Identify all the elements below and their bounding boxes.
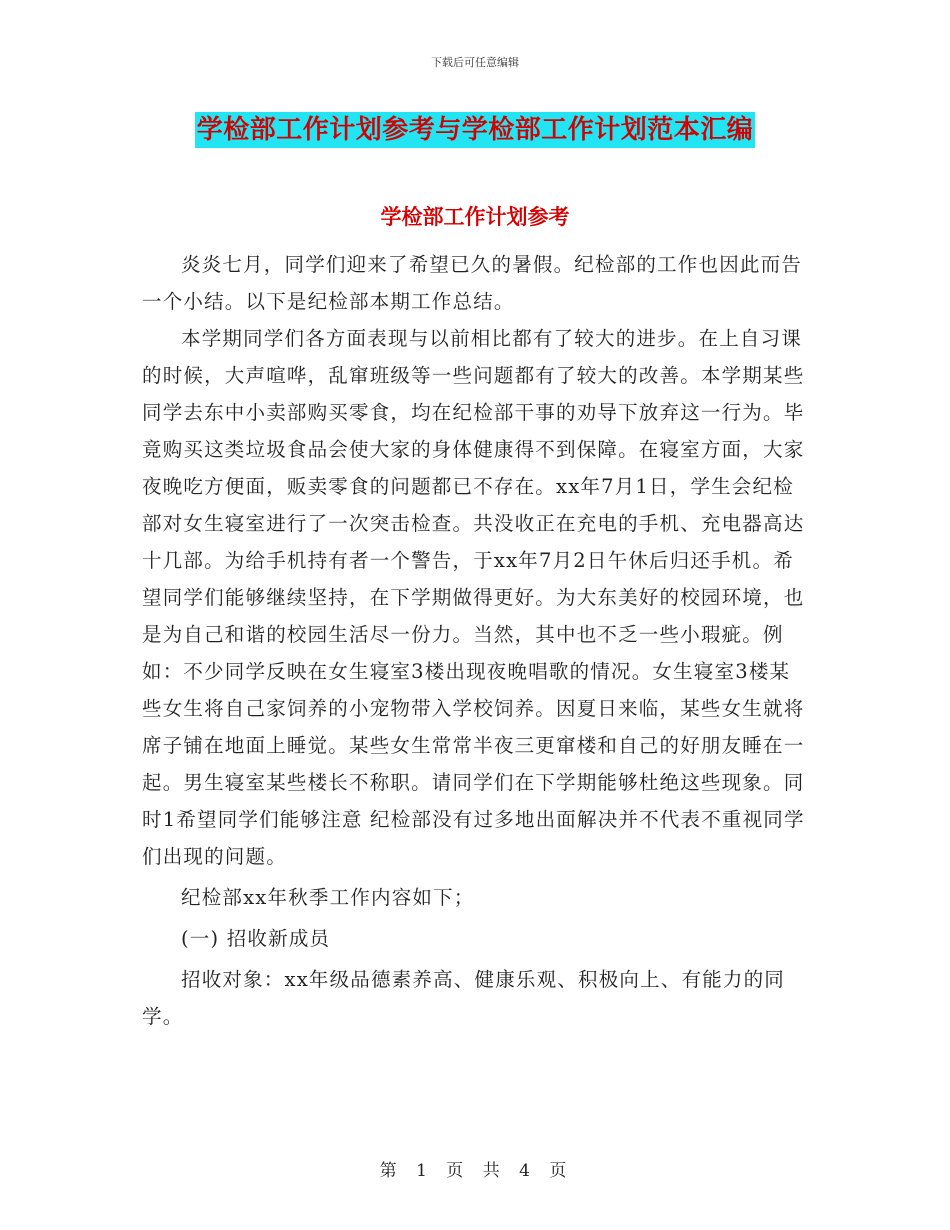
page-footer: 第 1 页 共 4 页: [379, 1161, 571, 1181]
body-text: [142, 246, 808, 1035]
paragraph-1: 炎炎七月，同学们迎来了希望已久的暑假。纪检部的工作也因此而告一个小结。以下是纪检部本期工作总结。: [142, 253, 803, 313]
paragraph-2: 本学期同学们各方面表现与以前相比都有了较大的进步。在上自习课的时候，大声喧哗，乱窜班级等一些问题都有了较大的改善。本学期某些同学去东中小卖部购买零食，均在纪检部干事的劝导下放弃这一行为。毕竟购买这类垃圾食品会使大家的身体健康得不到保障。在寝室方面，大家夜晚吃方便面，贩卖零食的问题都已不存在。xx年7月1日，学生会纪检部对女生寝室进行了一次突击检查。共没收正在充电的手机、充电器高达十几部。为给手机持有者一个警告，于xx年7月2日午休后归还手机。希望同学们能够继续坚持，在下学期做得更好。为大东美好的校园环境，也是为自己和谐的校园生活尽一份力。当然，其中也不乏一些小瑕疵。例如：不少同学反映在女生寝室3楼出现夜晚唱歌的情况。女生寝室3楼某些女生将自己家饲养的小宠物带入学校饲养。因夏日来临，某些女生就将席子铺在地面上睡觉。某些女生常常半夜三更窜楼和自己的好朋友睡在一起。男生寝室某些楼长不称职。请同学们在下学期能够杜绝这些现象。同时1希望同学们能够注意 纪检部没有过多地出面解决并不代表不重视同学们出现的问题。: [142, 327, 805, 868]
section-title: 学检部工作计划参考: [380, 204, 570, 229]
paragraph-4: (一) 招收新成员: [181, 927, 331, 950]
header-note: 下载后可任意编辑: [431, 56, 519, 69]
document-title: 学检部工作计划参考与学检部工作计划范本汇编: [195, 112, 756, 148]
paragraph-3: 纪检部xx年秋季工作内容如下；: [181, 886, 475, 909]
paragraph-5: 招收对象：xx年级品德素养高、健康乐观、积极向上、有能力的同学。: [142, 968, 785, 1028]
document-title-wrap: [0, 112, 950, 148]
